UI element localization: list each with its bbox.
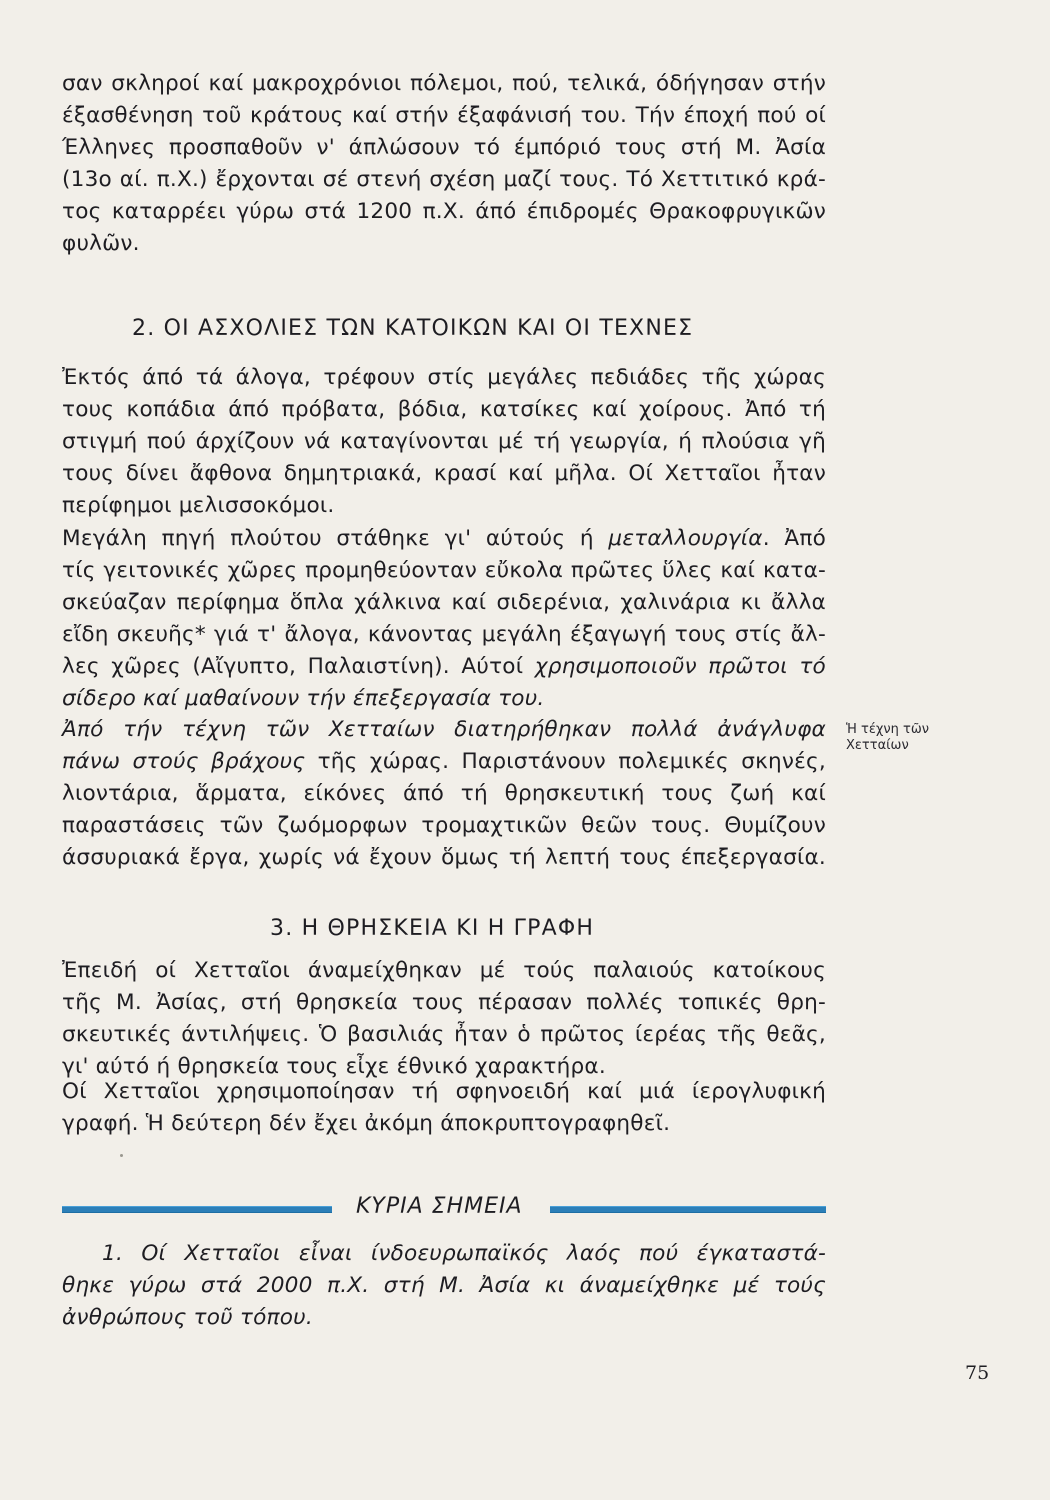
text-line: Ἐπειδή οί Χετταῖοι άναμείχθηκαν μέ τούς παλαιούς κατοίκους [62,958,826,983]
text-line: Έλληνες προσπαθοῦν ν' άπλώσουν τό έμπόριό τους στή Μ. Ἀσία [62,135,826,160]
text-line [62,653,826,681]
text-line: φυλῶν. [62,231,140,256]
text-line: Οί Χετταῖοι χρησιμοποίησαν τή σφηνοειδή καί μιά ίερογλυφική [62,1079,826,1104]
text-run: λες χῶρες (Αἴγυπτο, Παλαιστίνη). Αύτοί [62,654,535,679]
text-line: ἀνθρώπους τοῦ τόπου. [62,1305,313,1330]
page-number: 75 [965,1362,990,1384]
section-2-heading: 2. ΟΙ ΑΣΧΟΛΙΕΣ ΤΩΝ ΚΑΤΟΙΚΩΝ ΚΑΙ ΟΙ ΤΕΧΝΕΣ [132,316,694,341]
section-3-heading: 3. Η ΘΡΗΣΚΕΙΑ ΚΙ Η ΓΡΑΦΗ [270,916,595,941]
text-line: 1. Οί Χετταῖοι εἶναι ίνδοευρωπαϊκός λαός πού έγκαταστά- [102,1241,826,1266]
text-run: . Ἀπό [762,526,826,551]
text-line: τῆς Μ. Ἀσίας, στή θρησκεία τους πέρασαν πολλές τοπικές θρη- [62,990,826,1015]
text-line: Ἐκτός άπό τά άλογα, τρέφουν στίς μεγάλες πεδιάδες τῆς χώρας [62,365,826,390]
text-run: τῆς χώρας. Παριστάνουν πολεμικές σκηνές, [305,749,826,774]
text-line [62,748,826,776]
text-line: γι' αύτό ή θρησκεία τους εἶχε έθνικό χαρακτήρα. [62,1054,606,1079]
margin-note: Ἡ τέχνη τῶν Χετταίων [846,722,929,753]
text-line: γραφή. Ἡ δεύτερη δέν ἔχει ἀκόμη άποκρυπτογραφηθεῖ. [62,1111,671,1136]
text-line: άσσυριακά ἔργα, χωρίς νά ἔχουν ὅμως τή λεπτή τους έπεξεργασία. [62,845,826,870]
text-line: σκεύαζαν περίφημα ὅπλα χάλκινα καί σιδερένια, χαλινάρια κι ἄλλα [62,590,826,615]
text-line [62,525,826,553]
text-line: θηκε γύρω στά 2000 π.Χ. στή Μ. Ἀσία κι άναμείχθηκε μέ τούς [62,1273,826,1298]
text-line: (13ο αί. π.Χ.) ἔρχονται σέ στενή σχέση μαζί τους. Τό Χεττιτικό κρά- [62,167,826,192]
emphasis: χρησιμοποιοῦν πρῶτοι τό [534,654,826,679]
text-line: στιγμή πού άρχίζουν νά καταγίνονται μέ τή γεωργία, ή πλούσια γῆ [62,429,826,454]
text-line: παραστάσεις τῶν ζωόμορφων τρομαχτικῶν θεῶν τους. Θυμίζουν [62,813,826,838]
text-line: εἴδη σκευῆς* γιά τ' ἄλογα, κάνοντας μεγάλη έξαγωγή τους στίς ἄλ- [62,622,826,647]
text-line: έξασθένηση τοῦ κράτους καί στήν έξαφάνισή του. Τήν έποχή πού οί [62,103,826,128]
text-line: σαν σκληροί καί μακροχρόνιοι πόλεμοι, πού, τελικά, όδήγησαν στήν [62,71,826,96]
text-line: Ἀπό τήν τέχνη τῶν Χετταίων διατηρήθηκαν πολλά ἀνάγλυφα [62,717,826,742]
text-line: περίφημοι μελισσοκόμοι. [62,493,335,518]
key-points-rule-left [62,1206,332,1213]
emphasis: μεταλλουργία [608,526,763,551]
key-points-title: ΚΥΡΙΑ ΣΗΜΕΙΑ [356,1194,523,1219]
text-line: σκευτικές άντιλήψεις. Ὁ βασιλιάς ἦταν ὁ πρῶτος ίερέας τῆς θεᾶς, [62,1022,826,1047]
text-line: τους κοπάδια άπό πρόβατα, βόδια, κατσίκες καί χοίρους. Ἀπό τή [62,397,826,422]
text-run: Μεγάλη πηγή πλούτου στάθηκε γι' αύτούς ή [62,526,609,551]
text-line: τος καταρρέει γύρω στά 1200 π.Χ. άπό έπιδρομές Θρακοφρυγικῶν [62,199,826,224]
emphasis: πάνω στούς βράχους [62,749,306,774]
text-line: τους δίνει ἄφθονα δημητριακά, κρασί καί μῆλα. Οί Χετταῖοι ἦταν [62,461,826,486]
text-line: λιοντάρια, ἅρματα, είκόνες άπό τή θρησκευτική τους ζωή καί [62,781,826,806]
key-points-rule-right [550,1206,826,1213]
text-line: τίς γειτονικές χῶρες προμηθεύονταν εὔκολα πρῶτες ὕλες καί κατα- [62,558,826,583]
stray-mark [120,1154,123,1157]
text-line: σίδερο καί μαθαίνουν τήν έπεξεργασία του. [62,686,545,711]
